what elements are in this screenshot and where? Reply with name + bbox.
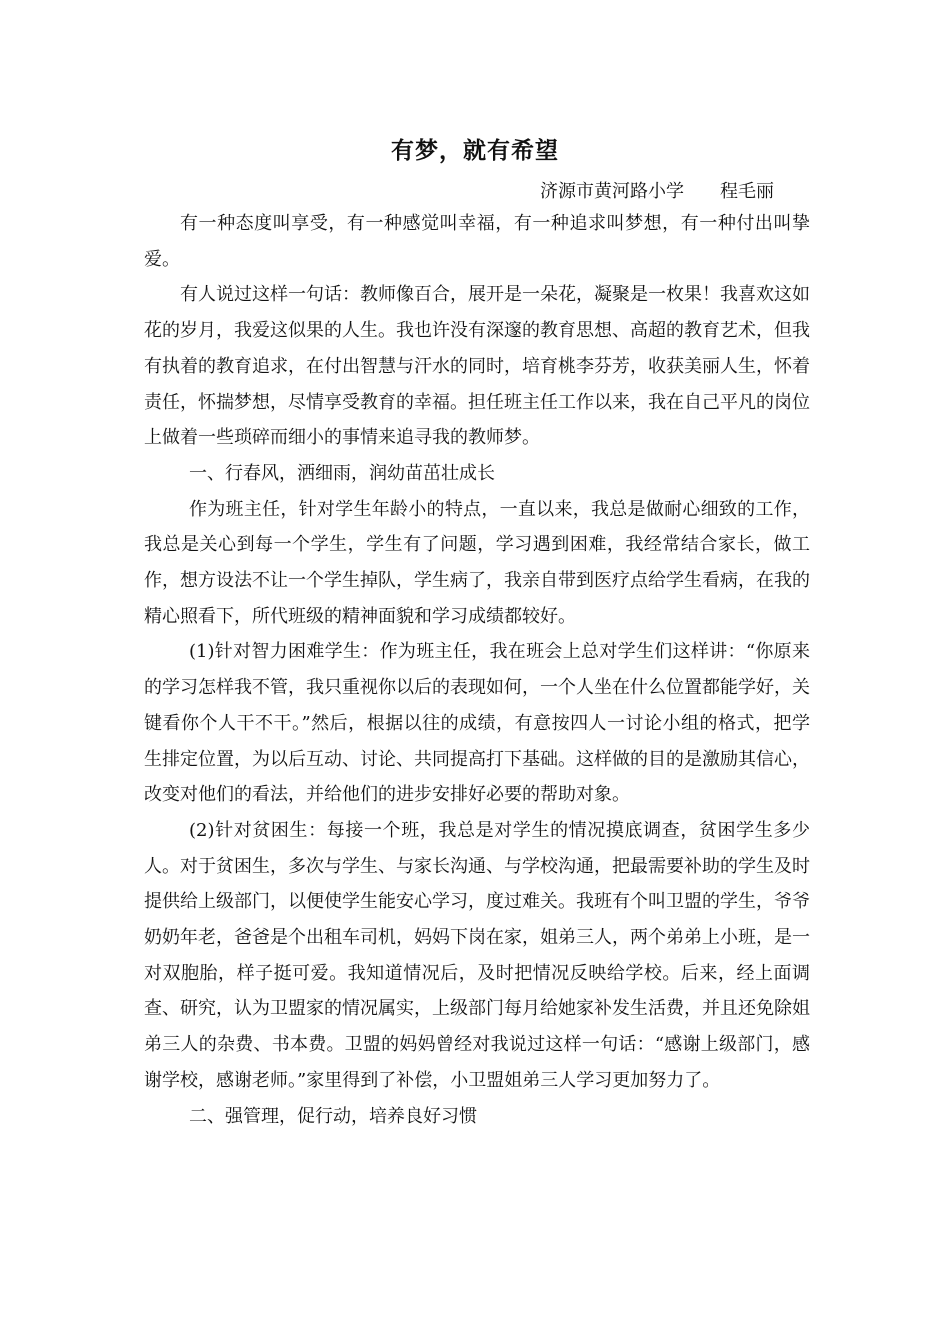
document-title: 有梦，就有希望 (391, 138, 559, 164)
paragraph-intro: 有一种态度叫享受，有一种感觉叫幸福，有一种追求叫梦想，有一种付出叫挚爱。 (144, 213, 810, 270)
author-name: 程毛丽 (720, 181, 774, 202)
author-school: 济源市黄河路小学 (540, 181, 684, 202)
document-body (144, 206, 810, 1134)
author-line (540, 177, 774, 203)
section-heading-1: 一、行春风，洒细雨，润幼苗茁壮成长 (189, 462, 495, 484)
paragraph-item-2: (2)针对贫困生：每接一个班，我总是对学生的情况摸底调查，贫困学生多少人。对于贫困生，多次与学生、与家长沟通、与学校沟通，把最需要补助的学生及时提供给上级部门，以便使学生能安心学习，度过难关。我班有个叫卫盟的学生，爷爷奶奶年老，爸爸是个出租车司机，妈妈下岗在家，姐弟三人，两个弟弟上小班，是一对双胞胎，样子挺可爱。我知道情况后，及时把情况反映给学校。后来，经上面调查、研究，认为卫盟家的情况属实，上级部门每月给她家补发生活费，并且还免除姐弟三人的杂费、书本费。卫盟的妈妈曾经对我说过这样一句话：“感谢上级部门，感谢学校，感谢老师。”家里得到了补偿，小卫盟姐弟三人学习更加努力了。 (144, 819, 810, 1091)
paragraph-item-1: (1)针对智力困难学生：作为班主任，我在班会上总对学生们这样讲：“你原来的学习怎样我不管，我只重视你以后的表现如何，一个人坐在什么位置都能学好，关键看你个人干不干。”然后，根据以往的成绩，有意按四人一讨论小组的格式，把学生排定位置，为以后互动、讨论、共同提高打下基础。这样做的目的是激励其信心，改变对他们的看法，并给他们的进步安排好必要的帮助对象。 (144, 641, 810, 806)
paragraph-teacher-lily: 有人说过这样一句话：教师像百合，展开是一朵花，凝聚是一枚果！我喜欢这如花的岁月，我爱这似果的人生。我也许没有深邃的教育思想、高超的教育艺术，但我有执着的教育追求，在付出智慧与汗水的同时，培育桃李芬芳，收获美丽人生，怀着责任，怀揣梦想，尽情享受教育的幸福。担任班主任工作以来，我在自己平凡的岗位上做着一些琐碎而细小的事情来追寻我的教师梦。 (144, 284, 810, 449)
paragraph-class-teacher: 作为班主任，针对学生年龄小的特点，一直以来，我总是做耐心细致的工作，我总是关心到每一个学生，学生有了问题，学习遇到困难，我经常结合家长，做工作，想方设法不让一个学生掉队，学生病了，我亲自带到医疗点给学生看病，在我的精心照看下，所代班级的精神面貌和学习成绩都较好。 (144, 498, 810, 627)
section-heading-2: 二、强管理，促行动，培养良好习惯 (189, 1105, 477, 1127)
